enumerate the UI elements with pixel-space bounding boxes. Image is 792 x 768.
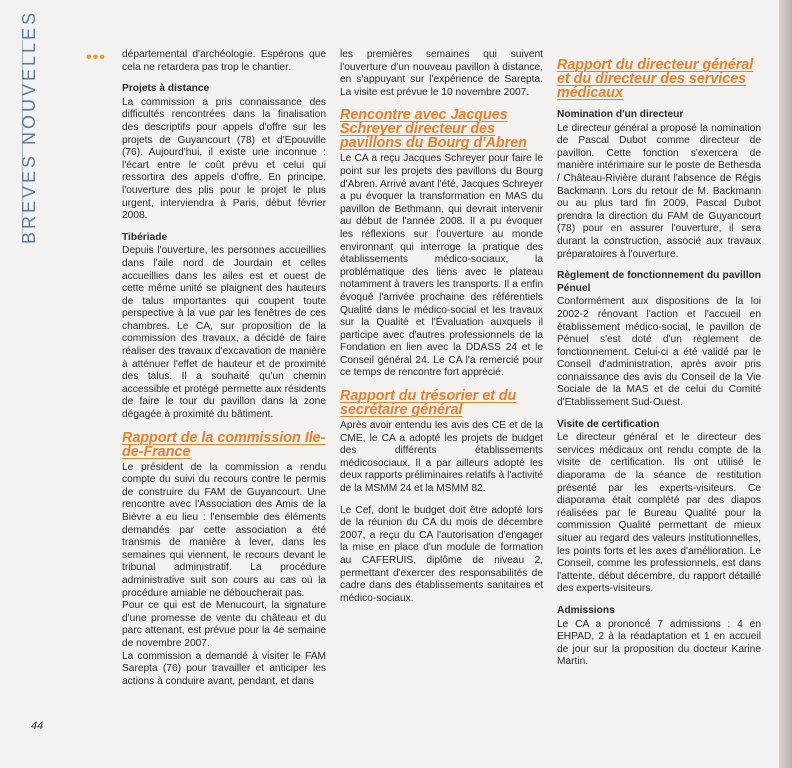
paragraph: Le CA a reçu Jacques Schreyer pour faire le point sur les projets des pavillons du Bourg d'Abren. Arrivé avant l'été, Jacques Schreyer a pu évoquer la transformation en MAS du pavillon de Bethmann, qui devrait intervenir au début de l'année 2008. Il a pu évoquer les réflexions sur l'ouverture au monde environnant qui interroge la pratique des établissements médico-sociaux, la problématique des liens avec le plateau notamment à travers les transports. Il a enfin évoqué l'arrivée prochaine des référentiels Qualité dans le médico-social et les travaux sur la Qualité et l'Évaluation auxquels il participe avec d'autres professionnels de la Fondation en lien avec la DDASS 24 et le Conseil général 24. Le CA l'a remercié pour ce temps de rencontre fort apprécié. — [340, 153, 543, 379]
column-1 — [122, 49, 326, 688]
paragraph: Conformément aux dispositions de la loi 2002-2 rénovant l'action et l'accueil en établissement médico-social, le pavillon de Pénuel s'est doté d'un règlement de fonctionnement. Celui-ci a été validé par le Conseil d'administration, après avoir pris connaissance des avis du Conseil de la Vie Sociale de la MAS et de celui du Comité d'Etablissement Sud-Ouest. — [557, 296, 761, 409]
paragraph: Le directeur général et le directeur des services médicaux ont rendu compte de la visite de certification. Ils ont utilisé le diaporama de la séance de restitution présenté par les experts-visiteurs. Ce diaporama était complété par des diapos réalisées par le Bureau Qualité pour la commission Qualité permettant de mieux situer au regard des valeurs institutionnelles, les points forts et les axes d'amélioration. Le Conseil, comme les professionnels, est dans l'attente, début décembre, du rapport détaillé des experts-visiteurs. — [557, 432, 761, 595]
page-number: 44 — [31, 720, 44, 732]
bullet-dots: ••• — [86, 49, 106, 66]
article-heading: Rapport du trésorier et du secrétaire général — [340, 388, 517, 419]
paragraph: Le directeur général a proposé la nomination de Pascal Dubot comme directeur de pavillon. Cette fonction s'exercera de manière intérimaire sur le poste de Bethesda / Château-Rivière durant l'absence de Régis Backmann. Lors du retour de M. Backmann ou au plus tard fin 2009, Pascal Dubot prendra la direction du FAM de Guyancourt (78) pour en assurer l'ouverture, il sera durant la construction, associé aux travaux préparatoires à l'ouverture. — [557, 122, 761, 260]
paragraph: départemental d'archéologie. Espérons que cela ne retardera pas trop le chantier. — [122, 49, 326, 73]
column-3 — [557, 49, 761, 669]
paragraph: Pour ce qui est de Menucourt, la signature d'une promesse de vente du château et du parc attenant, est prévue pour la 4e semaine de novembre 2007. — [122, 600, 326, 649]
section-title: BREVES NOUVELLES — [19, 9, 39, 244]
subheading: Admissions — [557, 604, 615, 616]
paragraph: Le CA a prononcé 7 admissions : 4 en EHPAD, 2 à la réadaptation et 1 en accueil de jour sur la proposition du docteur Karine Martin. — [557, 618, 761, 668]
paragraph: Le président de la commission a rendu compte du suivi du recours contre le permis de construire du FAM de Guyancourt. Une rencontre avec l'Association des Amis de la Bièvre a eu lieu : l'ensemble des éléments demandés par cette association a été transmis de manière à lever, dans les semaines qui viennent, le recours devant le tribunal administratif. La procédure administrative suit son cours au cas où la procédure amiable ne déboucherait pas. — [122, 461, 326, 599]
paragraph: La commission a pris connaissance des difficultés rencontrées dans la finalisation des descriptifs pour appels d'offre sur les projets de Guyancourt (78) et d'Epouville (76). Aujourd'hui, il existe une inconnue : l'écart entre le coût prévu et celui qui ressortira des appels d'offre. En principe, l'ouverture des plis pour le projet le plus urgent, interviendra à Paris, début février 2008. — [122, 96, 326, 222]
subheading: Visite de certification — [557, 418, 660, 430]
column-2 — [340, 49, 543, 605]
paragraph: les premières semaines qui suivent l'ouverture d'un nouveau pavillon à distance, en s'appuyant sur l'expérience de Sarepta. La visite est prévue le 10 novembre 2007. — [340, 49, 543, 98]
subheading: Projets à distance — [122, 83, 210, 95]
subheading: Nomination d'un directeur — [557, 109, 684, 120]
paragraph: Depuis l'ouverture, les personnes accueillies dans l'aile nord de Jourdain et celles accueillies dans les ailes est et ouest de cette même unité se plaignent des hauteurs de talus importantes qui coupent toute perspective à la vue par les fenêtres de ces chambres. Le CA, sur proposition de la commission des travaux, a décidé de faire réaliser des travaux d'excavation de manière à atténuer l'effet de hauteur et de proximité des talus. Il a souhaité qu'un chemin accessible et protégé permette aux résidents de faire le tour du pavillon dans la zone dégagée à proximité du bâtiment. — [122, 245, 326, 421]
paragraph: La commission a demandé à visiter le FAM Sarepta (76) pour travailler et anticiper les actions à conduire avant, pendant, et dans — [122, 650, 326, 687]
subheading: Règlement de fonctionnement du pavillon Pénuel — [557, 270, 761, 294]
paragraph: Le Cef, dont le budget doit être adopté lors de la réunion du CA du mois de décembre 2007, a reçu du CA l'autorisation d'engager la mise en place d'un module de formation au CAFERUIS, diplôme de niveau 2, permettant d'exercer des responsabilités de cadre dans des établissements sanitaires et médico-sociaux. — [340, 504, 543, 604]
spacer — [340, 496, 543, 505]
paragraph: Après avoir entendu les avis des CE et de la CME, le CA a adopté les projets de budget des différents établissements médicosociaux. Il a par ailleurs adopté les deux rapports préliminaires relatifs à l'activité de la MSMM 24 et la MSMM 82. — [340, 420, 543, 495]
subheading: Tibériade — [122, 231, 168, 243]
article-heading: Rapport de la commission Ile-de-France — [122, 429, 326, 460]
book-gutter — [779, 0, 792, 768]
article-heading: Rapport du directeur général et du directeur des services médicaux — [557, 57, 754, 101]
article-heading: Rencontre avec Jacques Schreyer directeur des pavillons du Bourg d'Abren — [340, 107, 527, 152]
